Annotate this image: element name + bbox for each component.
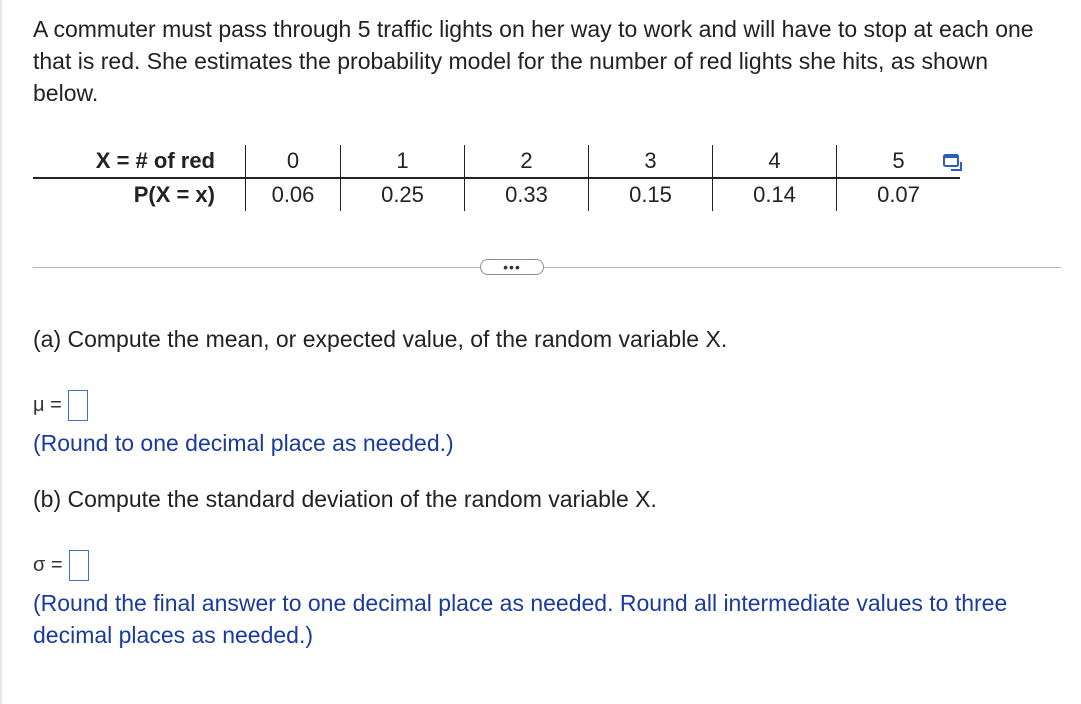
sd-answer-row: [33, 550, 89, 581]
probability-values-row: [33, 178, 960, 211]
left-border: [0, 0, 2, 704]
x-value-cell: 5: [837, 145, 961, 178]
problem-statement: A commuter must pass through 5 traffic lights on her way to work and will have to stop at each one that is red. She estimates the probability model for the number of red lights she hits, as shown below.: [33, 16, 1034, 106]
mean-symbol: μ =: [33, 394, 62, 416]
question-b: (b) Compute the standard deviation of the random variable X.: [33, 486, 657, 512]
sd-answer-input[interactable]: [69, 550, 89, 581]
mean-answer-input[interactable]: [68, 390, 88, 421]
mean-answer-row: [33, 390, 88, 421]
x-value-cell: 4: [713, 145, 837, 178]
question-a: (a) Compute the mean, or expected value, of the random variable X.: [33, 326, 728, 352]
p-label: P(X = x): [133, 182, 215, 207]
x-label: X = # of red: [33, 145, 246, 178]
p-value-cell: 0.33: [465, 178, 589, 211]
p-value-cell: 0.07: [837, 178, 961, 211]
p-value-cell: 0.06: [246, 178, 341, 211]
hint-b: (Round the final answer to one decimal place as needed. Round all intermediate values to three decimal places as needed.): [33, 590, 1008, 648]
x-value-cell: 2: [465, 145, 589, 178]
expand-more-button[interactable]: •••: [480, 259, 544, 275]
probability-table: [33, 145, 960, 211]
hint-a: (Round to one decimal place as needed.): [33, 430, 454, 456]
x-values-row: [33, 145, 960, 178]
p-value-cell: 0.14: [713, 178, 837, 211]
copy-table-icon[interactable]: [942, 152, 964, 174]
x-value-cell: 3: [589, 145, 713, 178]
p-value-cell: 0.15: [589, 178, 713, 211]
x-value-cell: 0: [246, 145, 341, 178]
sd-symbol: σ =: [33, 554, 63, 576]
x-value-cell: 1: [341, 145, 465, 178]
section-divider: [33, 267, 1061, 268]
p-value-cell: 0.25: [341, 178, 465, 211]
